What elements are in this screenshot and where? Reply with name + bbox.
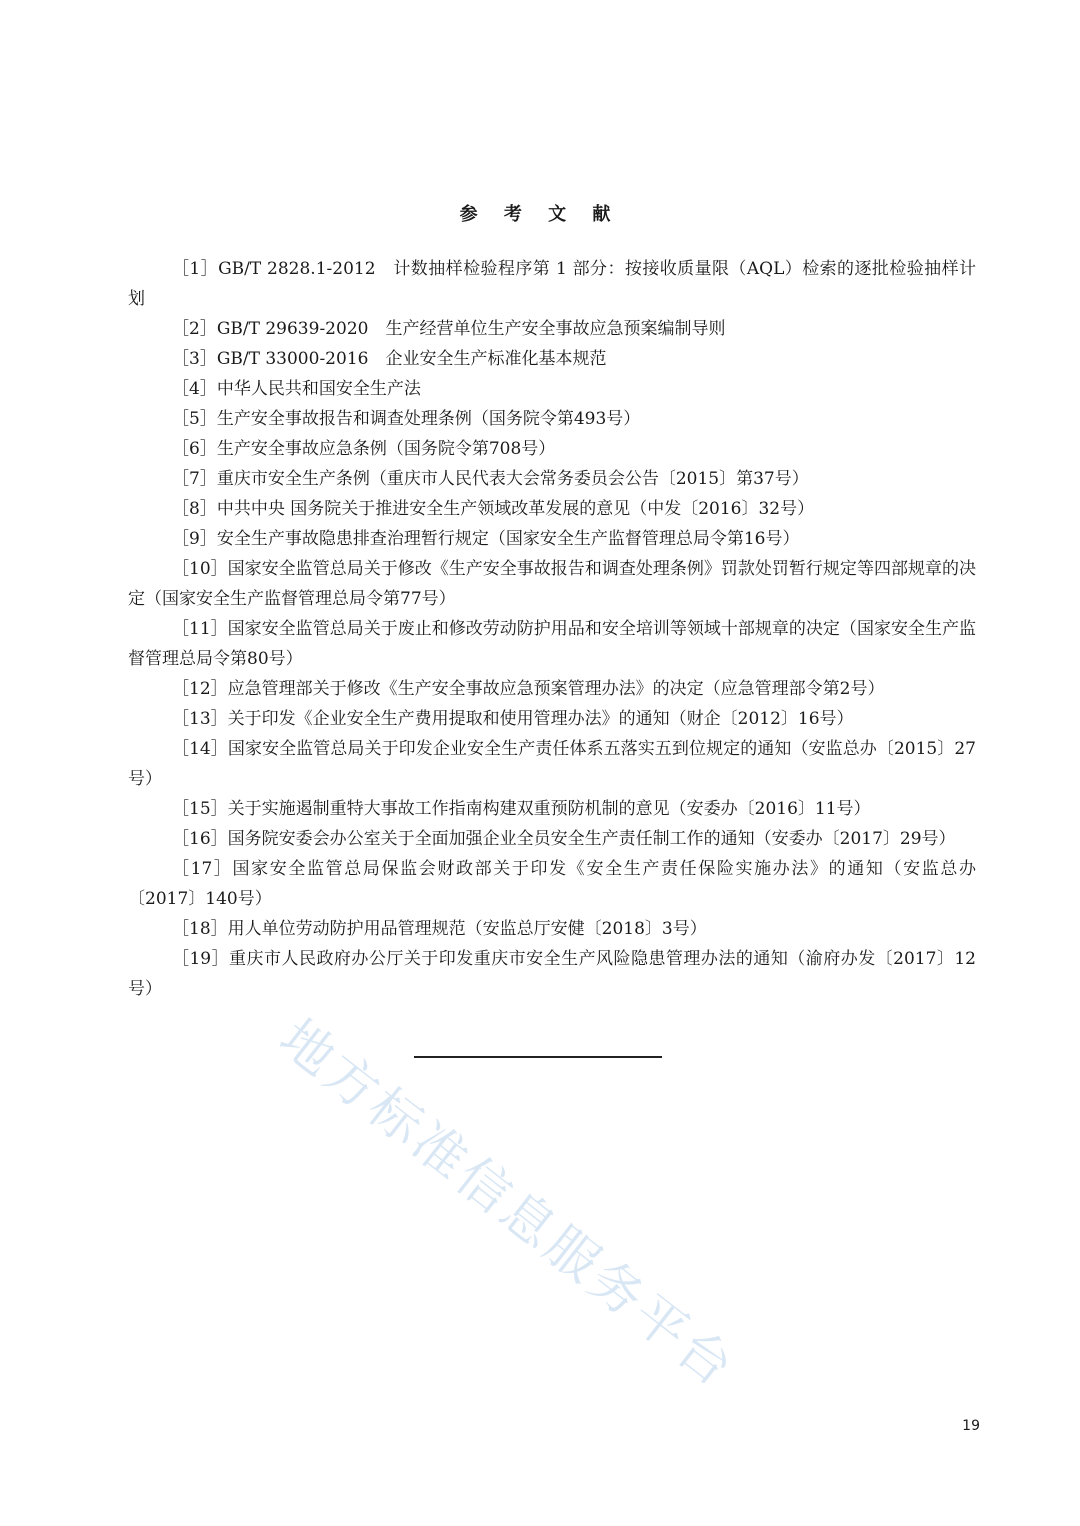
reference-item: ［14］国家安全监管总局关于印发企业安全生产责任体系五落实五到位规定的通知（安监总办〔2015〕27号）: [128, 739, 976, 789]
page-title: 参 考 文 献: [459, 204, 621, 225]
reference-item: ［17］国家安全监管总局保监会财政部关于印发《安全生产责任保险实施办法》的通知（安监总办〔2017〕140号）: [128, 859, 976, 909]
reference-item: ［8］中共中央 国务院关于推进安全生产领域改革发展的意见（中发〔2016〕32号）: [172, 499, 815, 519]
reference-item: ［7］重庆市安全生产条例（重庆市人民代表大会常务委员会公告〔2015〕第37号）: [172, 469, 809, 489]
reference-item: ［15］关于实施遏制重特大事故工作指南构建双重预防机制的意见（安委办〔2016〕11号）: [172, 799, 871, 819]
reference-item: ［6］生产安全事故应急条例（国务院令第708号）: [172, 439, 556, 459]
reference-item: ［13］关于印发《企业安全生产费用提取和使用管理办法》的通知（财企〔2012〕16号）: [172, 709, 854, 729]
reference-item: ［4］中华人民共和国安全生产法: [172, 379, 421, 399]
reference-item: ［10］国家安全监管总局关于修改《生产安全事故报告和调查处理条例》罚款处罚暂行规定等四部规章的决定（国家安全生产监督管理总局令第77号）: [128, 559, 976, 609]
reference-item: ［19］重庆市人民政府办公厅关于印发重庆市安全生产风险隐患管理办法的通知（渝府办发〔2017〕12号）: [128, 949, 976, 999]
reference-item: ［16］国务院安委会办公室关于全面加强企业全员安全生产责任制工作的通知（安委办〔2017〕29号）: [172, 829, 956, 849]
reference-item: ［2］GB/T 29639-2020 生产经营单位生产安全事故应急预案编制导则: [172, 319, 726, 339]
page-number: 19: [962, 1418, 980, 1434]
reference-item: ［1］GB/T 2828.1-2012 计数抽样检验程序第 1 部分：按接收质量限（AQL）检索的逐批检验抽样计划: [128, 259, 976, 309]
reference-item: ［5］生产安全事故报告和调查处理条例（国务院令第493号）: [172, 409, 641, 429]
reference-item: ［18］用人单位劳动防护用品管理规范（安监总厅安健〔2018〕3号）: [172, 919, 707, 939]
reference-item: ［11］国家安全监管总局关于废止和修改劳动防护用品和安全培训等领域十部规章的决定（国家安全生产监督管理总局令第80号）: [128, 619, 976, 669]
end-rule: [414, 1056, 662, 1058]
watermark: 地方标准信息服务平台: [268, 1008, 747, 1401]
reference-item: ［9］安全生产事故隐患排查治理暂行规定（国家安全生产监督管理总局令第16号）: [172, 529, 800, 549]
reference-item: ［12］应急管理部关于修改《生产安全事故应急预案管理办法》的决定（应急管理部令第2号）: [172, 679, 885, 699]
reference-item: ［3］GB/T 33000-2016 企业安全生产标准化基本规范: [172, 349, 607, 369]
reference-list: [128, 254, 976, 1004]
